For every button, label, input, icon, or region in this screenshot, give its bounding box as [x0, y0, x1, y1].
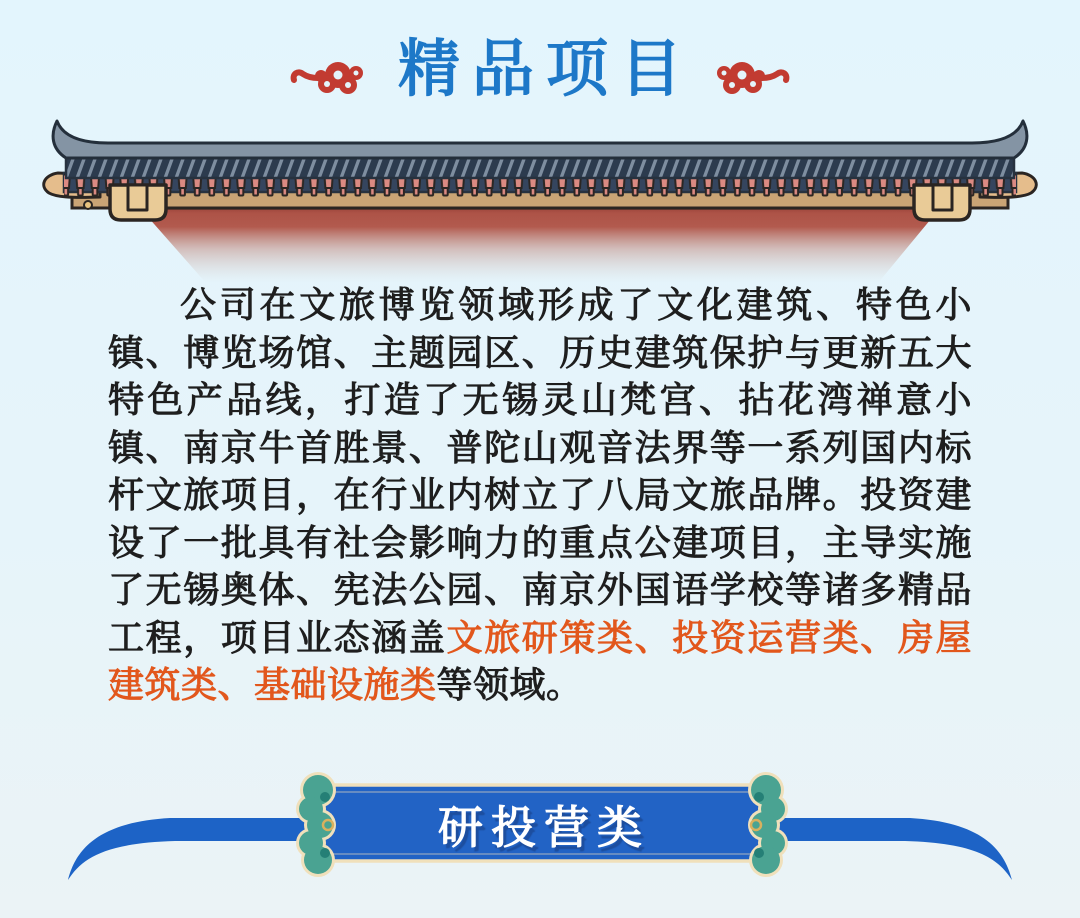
roof-wall [140, 206, 940, 283]
auspicious-cloud-right-icon [708, 54, 790, 102]
auspicious-cloud-left-icon [290, 54, 372, 102]
roof-ridge [53, 121, 1027, 158]
paragraph-lead: 公司在文旅博览领域形成了文化建筑、特色小镇、博览场馆、主题园区、历史建筑保护与更新五大特色产品线，打造了无锡灵山梵宫、拈花湾禅意小镇、南京牛首胜景、普陀山观音法界等一系列国内标杆文旅项目，在行业内树立了八局文旅品牌。投资建设了一批具有社会影响力的重点公建项目，主导实施了无锡奥体、宪法公园、南京外国语学校等诸多精品工程，项目业态涵盖 [108, 284, 972, 658]
roof-illustration [0, 113, 1080, 283]
chinese-eave-roof-icon [0, 113, 1080, 283]
section-banner-label: 研投营类 [437, 801, 650, 853]
section-banner [0, 770, 1080, 918]
page-header [0, 34, 1080, 105]
intro-paragraph [108, 281, 972, 709]
page-title: 精品项目 [397, 35, 694, 104]
paragraph-highlight: 文旅研策类、投资运营类、房屋建筑类、基础设施类 [108, 616, 972, 705]
paragraph-tail: 等领域。 [436, 664, 583, 705]
